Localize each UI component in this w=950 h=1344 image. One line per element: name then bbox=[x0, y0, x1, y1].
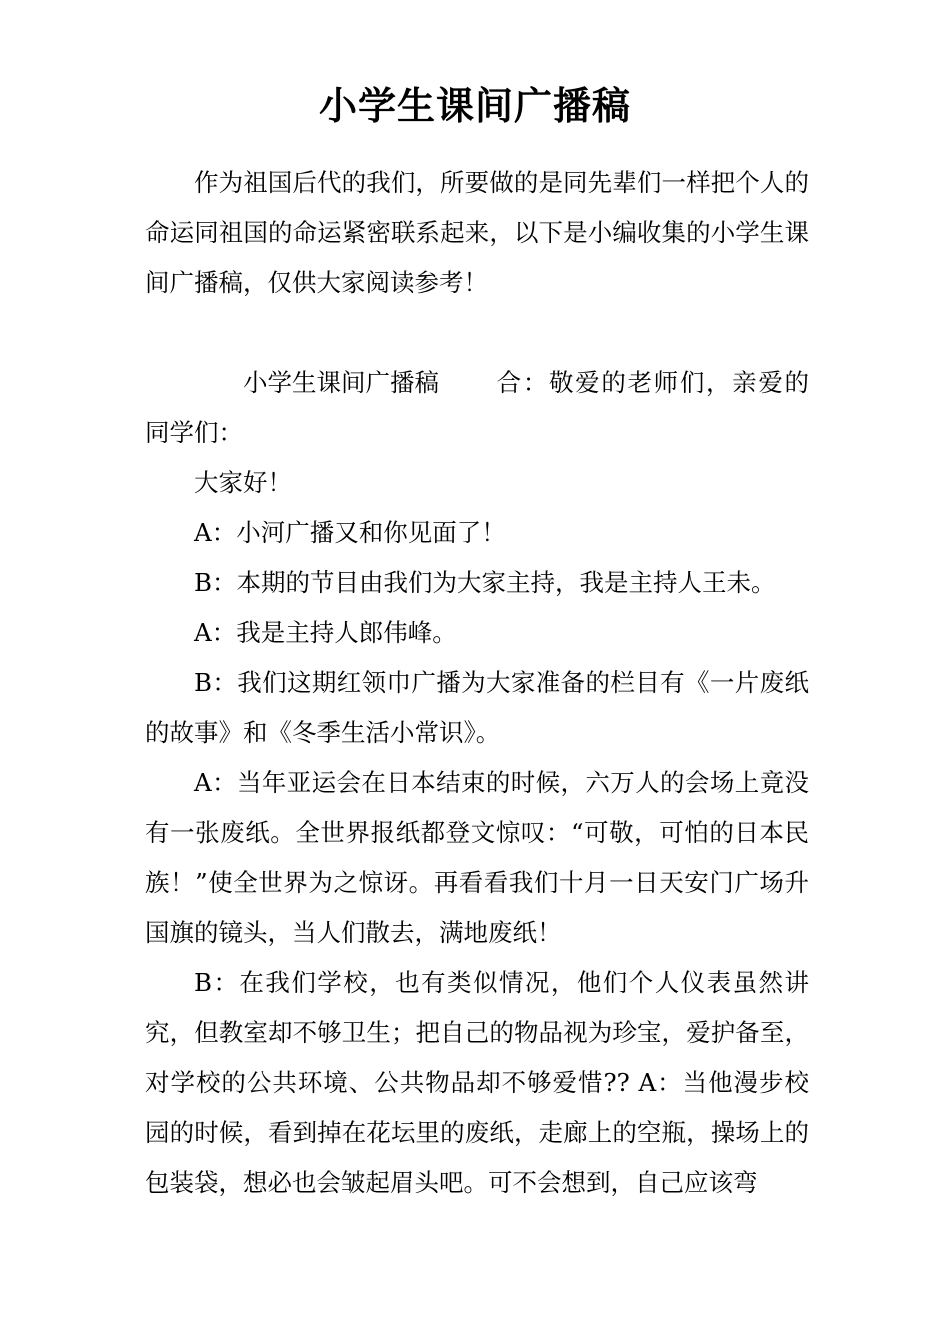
paragraph: B：本期的节目由我们为大家主持，我是主持人王未。 bbox=[194, 568, 776, 597]
paragraph: A：我是主持人郎伟峰。 bbox=[194, 618, 457, 647]
paragraph: A：当年亚运会在日本结束的时候，六万人的会场上竟没有一张废纸。全世界报纸都登文惊叹：“可敬，可怕的日本民族！”使全世界为之惊讶。再看看我们十月一日天安门广场升国旗的镜头，当人们散去，满地废纸！ bbox=[145, 768, 809, 947]
greeting-paragraph bbox=[145, 358, 809, 458]
paragraph: B：我们这期红领巾广播为大家准备的栏目有《一片废纸的故事》和《冬季生活小常识》。 bbox=[145, 668, 809, 747]
paragraph-spacer bbox=[145, 308, 809, 358]
paragraph: 大家好！ bbox=[194, 468, 292, 497]
script-subtitle: 小学生课间广播稿 bbox=[243, 368, 439, 397]
paragraph: A：小河广播又和你见面了！ bbox=[194, 518, 506, 547]
document-title: 小学生课间广播稿 bbox=[318, 84, 631, 128]
intro-paragraph: 作为祖国后代的我们，所要做的是同先辈们一样把个人的命运同祖国的命运紧密联系起来，以下是小编收集的小学生课间广播稿，仅供大家阅读参考！ bbox=[145, 168, 809, 297]
document-body bbox=[145, 158, 809, 1208]
greeting-text: 合：敬爱的老师们，亲爱的同学们： bbox=[145, 368, 809, 447]
paragraph: B：在我们学校，也有类似情况，他们个人仪表虽然讲究，但教室却不够卫生；把自己的物品视为珍宝，爱护备至，对学校的公共环境、公共物品却不够爱惜?? A：当他漫步校园的时候，看到掉在花坛里的废纸，走廊上的空瓶，操场上的包装袋，想必也会皱起眉头吧。可不会想到，自己应该弯 bbox=[145, 968, 809, 1197]
